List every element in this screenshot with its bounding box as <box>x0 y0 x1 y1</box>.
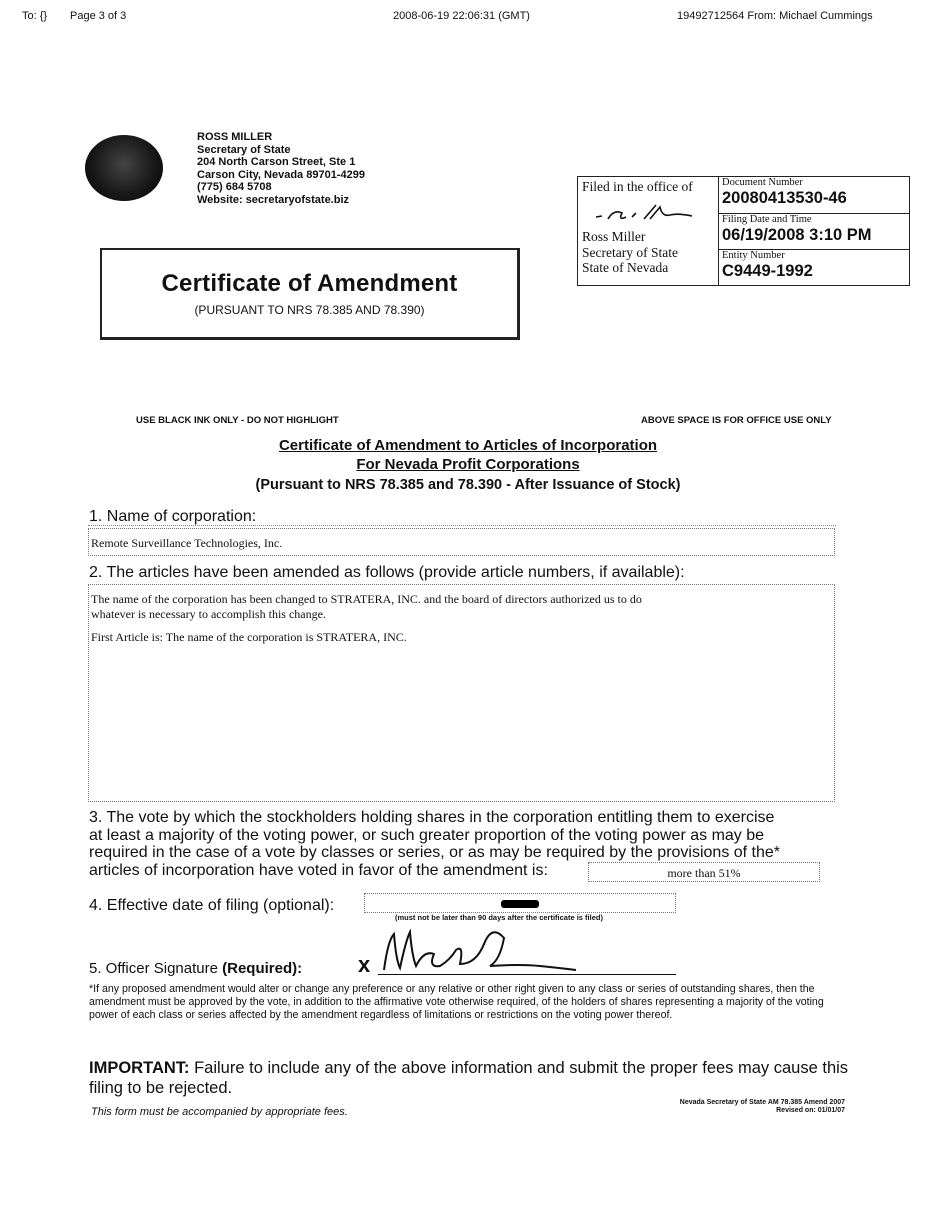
q5-label-wrap <box>89 960 302 977</box>
important-label: IMPORTANT: <box>89 1059 190 1077</box>
amendment-text-field[interactable] <box>88 584 835 802</box>
vote-percentage-field[interactable] <box>588 862 820 882</box>
secretary-city: Carson City, Nevada 89701-4299 <box>197 168 365 181</box>
certificate-subtitle: (PURSUANT TO NRS 78.385 AND 78.390) <box>194 303 425 317</box>
officer-name: Ross Miller <box>582 229 646 244</box>
certificate-title-box <box>100 248 520 340</box>
effective-date-field[interactable] <box>364 893 676 913</box>
fax-from: 19492712564 From: Michael Cummings <box>677 10 873 22</box>
fax-datetime: 2008-06-19 22:06:31 (GMT) <box>393 10 530 22</box>
state-seal-icon <box>85 135 163 201</box>
document-number-label: Document Number <box>722 177 803 188</box>
important-text: Failure to include any of the above information and submit the proper fees may cause this filing to be rejected. <box>89 1059 849 1097</box>
corporation-name-field[interactable] <box>88 528 835 556</box>
vote-percentage-value: more than 51% <box>667 866 741 880</box>
officer-signature-icon <box>380 920 580 982</box>
secretary-street: 204 North Carson Street, Ste 1 <box>197 156 356 168</box>
officer-title: Secretary of State <box>582 244 678 260</box>
q5-label: 5. Officer Signature <box>89 960 218 977</box>
office-use-note: ABOVE SPACE IS FOR OFFICE USE ONLY <box>641 415 832 426</box>
fax-page: Page 3 of 3 <box>70 10 127 22</box>
entity-number: C9449-1992 <box>722 262 813 280</box>
certificate-title: Certificate of Amendment <box>161 270 458 297</box>
entity-number-cell <box>719 250 909 285</box>
filing-date-cell <box>719 214 909 250</box>
footnote: *If any proposed amendment would alter or change any preference or any relative or other right given to any class or series of outstanding shares, then the amendment must be approved by the vote, in addition to the affirmative vote otherwise required, of the holders of shares representing a majority of the voting power of each class or series affected by the amendment regardless of limitations or restrictions on the voting power thereof. <box>89 983 824 1021</box>
important-notice <box>89 1058 859 1098</box>
amendment-line2: whatever is necessary to accomplish this change. <box>91 607 326 621</box>
form-title-line3: (Pursuant to NRS 78.385 and 78.390 - After Issuance of Stock) <box>255 477 681 493</box>
filing-date-label: Filing Date and Time <box>722 214 812 225</box>
corporation-name-value: Remote Surveillance Technologies, Inc. <box>91 536 283 550</box>
secretary-name: ROSS MILLER <box>197 131 273 143</box>
fees-note: This form must be accompanied by appropriate fees. <box>91 1106 348 1118</box>
q1-label: 1. Name of corporation: <box>89 508 257 525</box>
ink-instruction: USE BLACK INK ONLY - DO NOT HIGHLIGHT <box>136 415 339 426</box>
q4-label: 4. Effective date of filing (optional): <box>89 897 335 914</box>
form-identifier <box>620 1099 845 1115</box>
filing-date: 06/19/2008 3:10 PM <box>722 226 872 244</box>
filed-in-label: Filed in the office of <box>582 179 693 194</box>
amendment-line1: The name of the corporation has been changed to STRATERA, INC. and the board of directors authorized us to do <box>91 592 642 606</box>
filing-office-cell <box>578 177 719 285</box>
q4-note: (must not be later than 90 days after the certificate is filed) <box>395 913 603 922</box>
q2-label: 2. The articles have been amended as follows (provide article numbers, if available): <box>89 564 685 581</box>
secretary-website: Website: secretaryofstate.biz <box>197 193 350 206</box>
q3-line1: 3. The vote by which the stockholders holding shares in the corporation entitling them to exercise <box>89 809 775 826</box>
divider <box>88 525 836 526</box>
form-revised: Revised on: 01/01/07 <box>776 1107 845 1114</box>
q3-line4: articles of incorporation have voted in favor of the amendment is: <box>89 861 548 879</box>
filing-stamp <box>577 176 910 286</box>
redaction-mark <box>501 900 539 908</box>
secretary-address <box>197 131 365 206</box>
q5-required: (Required): <box>222 960 303 977</box>
entity-number-label: Entity Number <box>722 250 785 261</box>
document-number-cell <box>719 177 909 214</box>
filing-officer <box>582 229 678 276</box>
q3-line2: at least a majority of the voting power, or such greater proportion of the voting power as may be <box>89 826 765 844</box>
amendment-line3: First Article is: The name of the corporation is STRATERA, INC. <box>91 630 407 644</box>
form-title-line2: For Nevada Profit Corporations <box>356 456 580 473</box>
secretary-title: Secretary of State <box>197 143 291 156</box>
stamp-signature-icon <box>592 199 702 225</box>
officer-state: State of Nevada <box>582 260 669 275</box>
q3-line3: required in the case of a vote by classes or series, or as may be required by the provisions of the* <box>89 844 781 861</box>
secretary-phone: (775) 684 5708 <box>197 181 272 193</box>
fax-to: To: {} <box>22 10 48 22</box>
document-number: 20080413530-46 <box>722 189 847 207</box>
signature-x: x <box>358 952 371 977</box>
form-id: Nevada Secretary of State AM 78.385 Amend 2007 <box>679 1099 845 1106</box>
form-title-line1: Certificate of Amendment to Articles of Incorporation <box>278 437 658 454</box>
